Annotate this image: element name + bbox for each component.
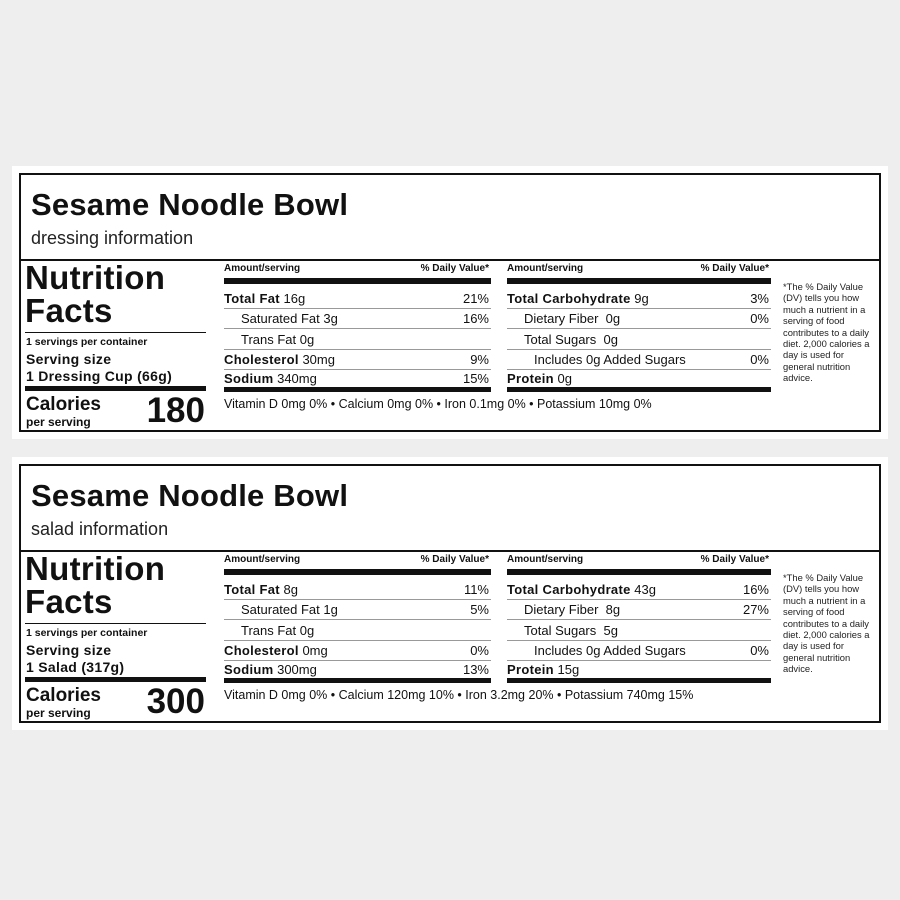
nutrient-amount: 0g bbox=[603, 332, 618, 347]
nutrient-dv: 0% bbox=[750, 311, 769, 326]
nutrition-facts-heading bbox=[25, 552, 165, 618]
nutrient-dv: 16% bbox=[462, 311, 489, 326]
divider-thick bbox=[224, 278, 491, 284]
nutrient-name: Includes 0g Added Sugars bbox=[534, 643, 686, 658]
micronutrients-line: Vitamin D 0mg 0% • Calcium 120mg 10% • Iron 3.2mg 20% • Potassium 740mg 15% bbox=[224, 688, 694, 702]
nutrition-facts-heading-line1: Nutrition bbox=[25, 550, 166, 587]
nutrient-row bbox=[507, 579, 771, 600]
product-title: Sesame Noodle Bowl bbox=[31, 478, 349, 513]
facts-panel bbox=[21, 261, 879, 432]
servings-per-container: 1 servings per container bbox=[26, 627, 148, 639]
column-header bbox=[224, 263, 491, 277]
nutrient-name: Trans Fat bbox=[241, 332, 297, 347]
nutrient-row bbox=[507, 620, 771, 641]
nutrient-amount: 0g bbox=[299, 332, 315, 347]
nutrient-dv: 0% bbox=[750, 643, 769, 658]
calories-value: 300 bbox=[146, 682, 205, 721]
nutrient-row bbox=[507, 659, 771, 679]
nutrient-row bbox=[507, 599, 771, 620]
nutrient-dv: 9% bbox=[470, 352, 489, 367]
calories-per-serving: per serving bbox=[26, 415, 91, 429]
servings-per-container: 1 servings per container bbox=[26, 336, 148, 348]
nutrient-row bbox=[224, 288, 491, 309]
divider bbox=[25, 332, 206, 333]
nutrition-facts-heading-line2: Facts bbox=[25, 583, 113, 620]
nutrient-name: Saturated Fat bbox=[241, 311, 320, 326]
daily-value-header: % Daily Value* bbox=[700, 263, 769, 274]
nutrient-amount: 340mg bbox=[277, 371, 317, 386]
nutrient-name: Total Fat bbox=[224, 582, 280, 597]
serving-size-value: 1 Dressing Cup (66g) bbox=[26, 368, 173, 384]
nutrient-amount: 8g bbox=[605, 602, 621, 617]
nutrient-dv: 11% bbox=[463, 582, 489, 597]
micronutrients-line: Vitamin D 0mg 0% • Calcium 0mg 0% • Iron 0.1mg 0% • Potassium 10mg 0% bbox=[224, 397, 652, 411]
nutrient-name: Cholesterol bbox=[224, 352, 299, 367]
nutrient-name: Total Sugars bbox=[524, 623, 597, 638]
amount-serving-header: Amount/serving bbox=[224, 554, 301, 565]
nutrient-name: Total Carbohydrate bbox=[507, 291, 631, 306]
nutrient-name: Protein bbox=[507, 662, 554, 677]
nutrient-name: Dietary Fiber bbox=[524, 602, 599, 617]
nutrient-amount: 0g bbox=[557, 371, 572, 386]
nutrient-dv: 15% bbox=[462, 371, 489, 386]
nutrient-row bbox=[224, 659, 491, 679]
column-header bbox=[507, 263, 771, 277]
serving-size-label: Serving size bbox=[26, 351, 112, 367]
amount-serving-header: Amount/serving bbox=[507, 263, 584, 274]
nutrient-dv: 0% bbox=[470, 643, 489, 658]
divider bbox=[25, 623, 206, 624]
nutrient-dv: 13% bbox=[462, 662, 489, 677]
column-header bbox=[224, 554, 491, 568]
nutrient-row bbox=[507, 329, 771, 350]
facts-panel bbox=[21, 552, 879, 723]
nutrient-row bbox=[224, 620, 491, 641]
nutrient-amount: 43g bbox=[634, 582, 656, 597]
nutrient-row bbox=[507, 368, 771, 388]
nutrient-row bbox=[507, 349, 771, 370]
daily-value-header: % Daily Value* bbox=[420, 263, 489, 274]
divider-thick bbox=[224, 569, 491, 575]
divider-thick bbox=[507, 387, 771, 392]
product-subtitle: salad information bbox=[31, 519, 169, 539]
divider-thick bbox=[507, 278, 771, 284]
divider-thick bbox=[507, 569, 771, 575]
nutrient-name: Includes 0g Added Sugars bbox=[534, 352, 686, 367]
nutrient-amount: 0g bbox=[299, 623, 315, 638]
nutrient-amount: 300mg bbox=[277, 662, 317, 677]
calories-label: Calories bbox=[26, 685, 101, 706]
nutrient-name: Total Carbohydrate bbox=[507, 582, 631, 597]
nutrition-facts-heading bbox=[25, 261, 165, 327]
nutrient-row bbox=[224, 308, 491, 329]
nutrient-row bbox=[224, 329, 491, 350]
daily-value-header: % Daily Value* bbox=[700, 554, 769, 565]
nutrient-dv: 16% bbox=[742, 582, 769, 597]
nutrient-row bbox=[224, 599, 491, 620]
nutrient-amount: 0g bbox=[605, 311, 621, 326]
nutrient-amount: 16g bbox=[283, 291, 306, 306]
nutrient-name: Sodium bbox=[224, 371, 274, 386]
divider-thick bbox=[507, 678, 771, 683]
nutrient-name: Total Fat bbox=[224, 291, 280, 306]
calories-value: 180 bbox=[146, 391, 205, 430]
label-header bbox=[21, 466, 879, 552]
nutrient-dv: 21% bbox=[462, 291, 489, 306]
daily-value-footnote: *The % Daily Value (DV) tells you how much a nutrient in a serving of food contributes to a daily diet. 2,000 calories a day is used for general nutrition advice. bbox=[783, 572, 870, 675]
label-header bbox=[21, 175, 879, 261]
nutrition-label-salad bbox=[19, 464, 881, 723]
product-title: Sesame Noodle Bowl bbox=[31, 187, 349, 222]
nutrient-row bbox=[507, 640, 771, 661]
divider-thick bbox=[224, 678, 491, 683]
serving-size-value: 1 Salad (317g) bbox=[26, 659, 125, 675]
nutrient-row bbox=[224, 349, 491, 370]
serving-size-label: Serving size bbox=[26, 642, 112, 658]
nutrient-amount: 8g bbox=[283, 582, 298, 597]
nutrient-amount: 30mg bbox=[302, 352, 335, 367]
amount-serving-header: Amount/serving bbox=[507, 554, 584, 565]
calories-label: Calories bbox=[26, 394, 101, 415]
nutrient-name: Protein bbox=[507, 371, 554, 386]
nutrient-amount: 5g bbox=[603, 623, 618, 638]
nutrient-name: Trans Fat bbox=[241, 623, 297, 638]
nutrient-dv: 27% bbox=[742, 602, 769, 617]
nutrient-row bbox=[224, 368, 491, 388]
daily-value-header: % Daily Value* bbox=[420, 554, 489, 565]
divider-thick bbox=[224, 387, 491, 392]
nutrient-row bbox=[224, 579, 491, 600]
column-header bbox=[507, 554, 771, 568]
amount-serving-header: Amount/serving bbox=[224, 263, 301, 274]
nutrition-facts-heading-line1: Nutrition bbox=[25, 259, 166, 296]
calories-per-serving: per serving bbox=[26, 706, 91, 720]
nutrition-label-dressing bbox=[19, 173, 881, 432]
nutrient-amount: 15g bbox=[557, 662, 580, 677]
nutrient-amount: 3g bbox=[323, 311, 338, 326]
daily-value-footnote: *The % Daily Value (DV) tells you how much a nutrient in a serving of food contributes to a daily diet. 2,000 calories a day is used for general nutrition advice. bbox=[783, 281, 870, 384]
nutrient-name: Cholesterol bbox=[224, 643, 299, 658]
nutrient-name: Dietary Fiber bbox=[524, 311, 599, 326]
nutrient-row bbox=[507, 288, 771, 309]
nutrient-row bbox=[224, 640, 491, 661]
nutrient-dv: 5% bbox=[470, 602, 489, 617]
nutrient-dv: 0% bbox=[750, 352, 769, 367]
nutrient-name: Saturated Fat bbox=[241, 602, 320, 617]
nutrient-row bbox=[507, 308, 771, 329]
nutrient-name: Sodium bbox=[224, 662, 274, 677]
nutrient-amount: 0mg bbox=[302, 643, 328, 658]
nutrient-name: Total Sugars bbox=[524, 332, 597, 347]
nutrient-amount: 1g bbox=[323, 602, 338, 617]
nutrient-amount: 9g bbox=[634, 291, 649, 306]
nutrient-dv: 3% bbox=[750, 291, 769, 306]
nutrition-facts-heading-line2: Facts bbox=[25, 292, 113, 329]
product-subtitle: dressing information bbox=[31, 228, 194, 248]
